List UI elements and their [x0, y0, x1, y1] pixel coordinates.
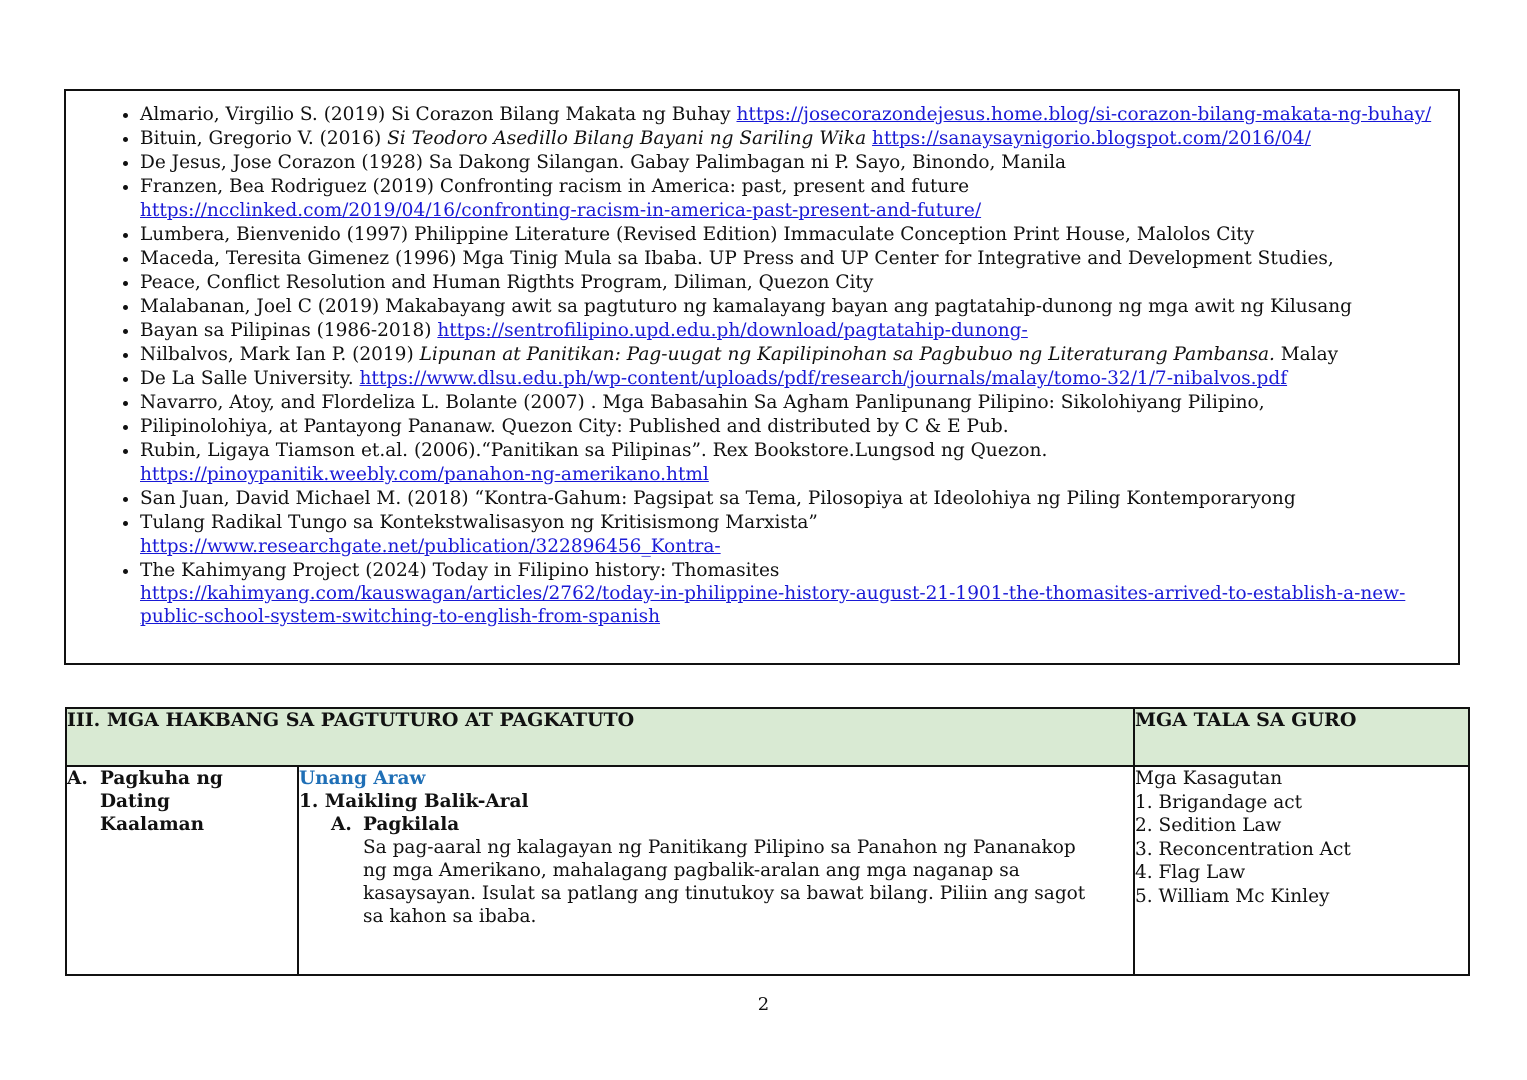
subheading	[299, 813, 1133, 836]
references-box	[64, 89, 1460, 665]
reference-text: Tulang Radikal Tungo sa Kontekstwalisasyon ng Kritisismong Marxista”	[140, 512, 818, 533]
reference-text-after: Malay	[1274, 344, 1339, 365]
reference-text: Rubin, Ligaya Tiamson et.al. (2006).“Panitikan sa Pilipinas”. Rex Bookstore.Lungsod ng Quezon.	[140, 440, 1048, 461]
reference-item	[140, 151, 1438, 175]
reference-item	[140, 319, 1438, 343]
reference-list	[66, 91, 1458, 628]
answer-item: 5. William Mc Kinley	[1135, 885, 1330, 907]
reference-text: Bituin, Gregorio V. (2016)	[140, 128, 388, 149]
notes-title: Mga Kasagutan	[1135, 768, 1283, 789]
reference-link[interactable]: https://sentrofilipino.upd.edu.ph/download/pagtatahip-dunong-	[437, 320, 1028, 341]
reference-item	[140, 295, 1438, 319]
page-number: 2	[757, 994, 770, 1015]
answer-item: 3. Reconcentration Act	[1135, 838, 1351, 860]
reference-link[interactable]: https://kahimyang.com/kauswagan/articles/2762/today-in-philippine-history-august-21-1901-the-thomasites-arrived-to-establish-a-new-public-school-system-switching-to-english-from-spanish	[140, 583, 1406, 627]
reference-text: Malabanan, Joel C (2019) Makabayang awit sa pagtuturo ng kamalayang bayan ang pagtatahip-dunong ng mga awit ng Kilusang	[140, 296, 1352, 317]
reference-text: Lumbera, Bienvenido (1997) Philippine Literature (Revised Edition) Immaculate Conception Print House, Malolos City	[140, 224, 1255, 245]
reference-item	[140, 367, 1438, 391]
reference-text: Franzen, Bea Rodriguez (2019) Confronting racism in America: past, present and future	[140, 176, 970, 197]
step-heading: 1. Maikling Balik-Aral	[299, 791, 529, 812]
lesson-steps-table	[65, 707, 1470, 976]
section-label	[100, 767, 223, 836]
subheading-number: A.	[331, 814, 352, 835]
reference-text: Navarro, Atoy, and Flordeliza L. Bolante (2007) . Mga Babasahin Sa Agham Panlipunang Pilipino: Sikolohiyang Pilipino,	[140, 392, 1265, 413]
section-label-line: Dating	[100, 791, 170, 812]
reference-item	[140, 247, 1438, 271]
section-label-line: Pagkuha ng	[100, 768, 223, 789]
reference-link[interactable]: https://josecorazondejesus.home.blog/si-corazon-bilang-makata-ng-buhay/	[736, 104, 1432, 125]
reference-link[interactable]: https://sanaysaynigorio.blogspot.com/2016/04/	[872, 128, 1311, 149]
reference-text: Pilipinolohiya, at Pantayong Pananaw. Quezon City: Published and distributed by C & E Pub.	[140, 416, 1009, 437]
day-heading: Unang Araw	[299, 768, 426, 789]
answer-item: 1. Brigandage act	[1135, 791, 1303, 813]
reference-title: Si Teodoro Asedillo Bilang Bayani ng Sariling Wika	[387, 128, 867, 149]
reference-text: The Kahimyang Project (2024) Today in Filipino history: Thomasites	[140, 560, 780, 581]
section-label-line: Kaalaman	[100, 814, 205, 835]
reference-item	[140, 175, 1438, 223]
reference-link[interactable]: https://pinoypanitik.weebly.com/panahon-ng-amerikano.html	[140, 464, 709, 485]
reference-item	[140, 103, 1438, 127]
reference-text: Peace, Conflict Resolution and Human Rigthts Program, Diliman, Quezon City	[140, 272, 874, 293]
reference-item	[140, 487, 1438, 511]
reference-text: San Juan, David Michael M. (2018) “Kontra-Gahum: Pagsipat sa Tema, Pilosopiya at Ideolohiya ng Piling Kontemporaryong	[140, 488, 1296, 509]
reference-title: Lipunan at Panitikan: Pag-uugat ng Kapilipinohan sa Pagbubuo ng Literaturang Pambansa.	[419, 344, 1275, 365]
instruction-paragraph: Sa pag-aaral ng kalagayan ng Panitikang Pilipino sa Panahon ng Pananakop ng mga Amerikano, mahalagang pagbalik-aralan ang mga naganap sa kasaysayan. Isulat sa patlang ang tinutukoy sa bawat bilang. Piliin ang sagot sa kahon sa ibaba.	[363, 837, 1086, 927]
reference-item	[140, 343, 1438, 367]
reference-item	[140, 391, 1438, 415]
table-row	[66, 766, 1469, 975]
reference-text: Bayan sa Pilipinas (1986-2018)	[140, 320, 438, 341]
section-header-title: III. MGA HAKBANG SA PAGTUTURO AT PAGKATUTO	[66, 708, 1134, 766]
teacher-notes-cell	[1134, 766, 1469, 975]
lesson-content-cell	[298, 766, 1134, 975]
table-header-row	[66, 708, 1469, 766]
answer-item: 2. Sedition Law	[1135, 815, 1282, 836]
reference-text: Almario, Virgilio S. (2019) Si Corazon Bilang Makata ng Buhay	[140, 104, 737, 125]
answer-item: 4. Flag Law	[1135, 862, 1246, 883]
reference-text: Maceda, Teresita Gimenez (1996) Mga Tinig Mula sa Ibaba. UP Press and UP Center for Integrative and Development Studies,	[140, 248, 1334, 269]
reference-text: De La Salle University.	[140, 368, 360, 389]
section-label-cell	[66, 766, 298, 975]
section-number: A.	[67, 768, 88, 789]
reference-item	[140, 415, 1438, 439]
reference-link[interactable]: https://www.dlsu.edu.ph/wp-content/uploads/pdf/research/journals/malay/tomo-32/1/7-nibalvos.pdf	[359, 368, 1288, 389]
subheading-title: Pagkilala	[363, 814, 460, 835]
reference-link[interactable]: https://www.researchgate.net/publication/322896456_Kontra-	[140, 536, 721, 557]
reference-item	[140, 271, 1438, 295]
reference-text: Nilbalvos, Mark Ian P. (2019)	[140, 344, 420, 365]
reference-text: De Jesus, Jose Corazon (1928) Sa Dakong Silangan. Gabay Palimbagan ni P. Sayo, Binondo, Manila	[140, 152, 1067, 173]
reference-item	[140, 223, 1438, 247]
reference-item	[140, 559, 1438, 628]
reference-item	[140, 127, 1438, 151]
reference-item	[140, 511, 1438, 559]
teacher-notes-header: MGA TALA SA GURO	[1134, 708, 1469, 766]
reference-link[interactable]: https://ncclinked.com/2019/04/16/confronting-racism-in-america-past-present-and-future/	[140, 200, 982, 221]
reference-item	[140, 439, 1438, 487]
